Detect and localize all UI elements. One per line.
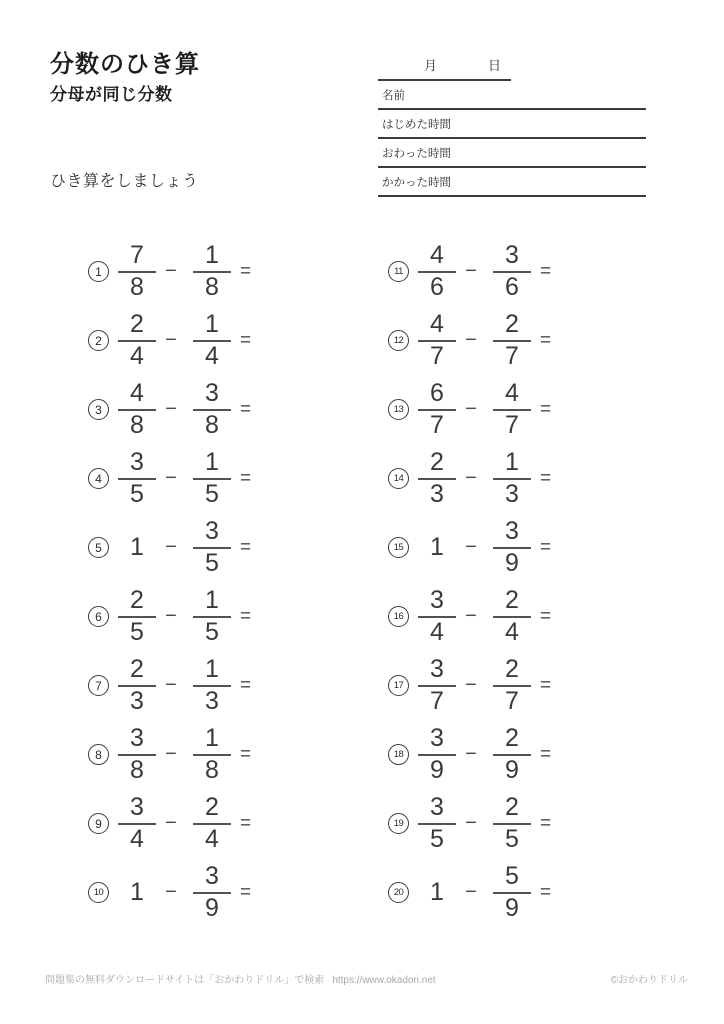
operand [491,381,533,438]
problems-column-right [388,237,668,927]
fraction [118,243,156,300]
fraction-numerator: 1 [205,448,219,476]
fraction-denominator: 3 [205,686,219,715]
fraction-denominator: 5 [205,548,219,577]
header-form [378,52,646,197]
problem-number: 3 [88,399,109,420]
fraction [193,795,231,852]
operand [416,312,458,369]
problem-number: 10 [88,882,109,903]
problem-number: 16 [388,606,409,627]
fraction-numerator: 1 [505,448,519,476]
fraction [193,726,231,783]
fraction-numerator: 1 [205,655,219,683]
fraction-numerator: 3 [205,379,219,407]
fraction-numerator: 6 [430,379,444,407]
fraction-numerator: 1 [205,724,219,752]
equals-sign: = [540,467,552,489]
fraction-denominator: 9 [430,755,444,784]
problem-number: 15 [388,537,409,558]
equals-sign: = [540,743,552,765]
fraction-denominator: 5 [130,617,144,646]
form-label-elapsed-time: かかった時間 [382,176,451,189]
operator: − [165,881,177,903]
month-label: 月 [424,58,438,73]
operand [191,312,233,369]
fraction [193,381,231,438]
fraction [493,450,531,507]
operand [116,880,158,905]
equals-sign: = [240,743,252,765]
problem-number: 9 [88,813,109,834]
fraction [193,243,231,300]
operand [116,795,158,852]
operand [116,535,158,560]
fraction [118,726,156,783]
problem-row [388,444,668,513]
problem-row [88,375,368,444]
fraction-denominator: 8 [130,755,144,784]
fraction-denominator: 9 [505,893,519,922]
footer-site-note [45,971,436,986]
fraction-numerator: 2 [505,310,519,338]
equals-sign: = [540,674,552,696]
fraction-denominator: 4 [430,617,444,646]
equals-sign: = [240,674,252,696]
operand [116,312,158,369]
fraction-numerator: 1 [205,310,219,338]
operand [491,726,533,783]
operator: − [165,260,177,282]
operand [416,726,458,783]
fraction-numerator: 3 [430,655,444,683]
problem-row [88,513,368,582]
problem-number: 12 [388,330,409,351]
form-row-start-time [378,110,646,139]
problem-row [88,720,368,789]
footer-copyright: ©おかわりドリル [610,975,688,986]
fraction [118,381,156,438]
operand [416,243,458,300]
equals-sign: = [240,881,252,903]
operator: − [165,536,177,558]
fraction [118,657,156,714]
equals-sign: = [540,605,552,627]
problem-row [88,237,368,306]
form-row-end-time [378,139,646,168]
fraction-numerator: 3 [505,241,519,269]
fraction-denominator: 3 [130,686,144,715]
problem-row [388,720,668,789]
fraction [493,519,531,576]
operand [116,381,158,438]
fraction-denominator: 9 [505,548,519,577]
problem-number: 1 [88,261,109,282]
page-subtitle: 分母が同じ分数 [50,85,173,104]
fraction-denominator: 8 [205,272,219,301]
fraction-denominator: 7 [430,410,444,439]
fraction-denominator: 8 [130,272,144,301]
operator: − [165,329,177,351]
fraction-numerator: 2 [505,724,519,752]
operand [191,657,233,714]
whole-number: 1 [130,878,144,906]
operator: − [165,398,177,420]
fraction-numerator: 3 [430,793,444,821]
fraction [193,519,231,576]
operand [416,795,458,852]
page-title: 分数のひき算 [50,51,200,78]
problem-row [88,444,368,513]
operand [491,795,533,852]
operand [116,726,158,783]
problem-row [88,306,368,375]
operand [416,381,458,438]
problem-number: 8 [88,744,109,765]
operand [491,864,533,921]
fraction [418,312,456,369]
fraction-numerator: 4 [430,241,444,269]
operator: − [465,812,477,834]
operator: − [465,398,477,420]
problem-number: 13 [388,399,409,420]
fraction-denominator: 4 [505,617,519,646]
fraction-numerator: 1 [205,586,219,614]
problem-row [88,789,368,858]
fraction-denominator: 9 [205,893,219,922]
form-row-elapsed-time [378,168,646,197]
fraction-numerator: 4 [130,379,144,407]
fraction-denominator: 5 [430,824,444,853]
fraction-denominator: 3 [430,479,444,508]
fraction-numerator: 2 [130,586,144,614]
form-label-name: 名前 [382,89,405,102]
fraction-numerator: 2 [505,586,519,614]
problem-number: 11 [388,261,409,282]
problem-row [388,513,668,582]
operand [491,450,533,507]
operand [191,519,233,576]
fraction-numerator: 5 [505,862,519,890]
fraction [193,657,231,714]
operand [416,450,458,507]
fraction [493,864,531,921]
problems-column-left [88,237,368,927]
problem-number: 2 [88,330,109,351]
operand [191,450,233,507]
fraction [418,726,456,783]
operand [191,381,233,438]
fraction-numerator: 2 [130,310,144,338]
equals-sign: = [540,812,552,834]
problem-number: 7 [88,675,109,696]
form-row-name [378,81,646,110]
fraction-denominator: 8 [205,755,219,784]
fraction [118,312,156,369]
problem-number: 4 [88,468,109,489]
fraction-denominator: 8 [130,410,144,439]
fraction [493,726,531,783]
equals-sign: = [240,467,252,489]
operator: − [165,605,177,627]
fraction-denominator: 7 [430,341,444,370]
operand [491,519,533,576]
fraction-denominator: 4 [130,824,144,853]
fraction-denominator: 5 [205,617,219,646]
fraction-numerator: 2 [505,793,519,821]
operand [491,588,533,645]
whole-number: 1 [430,533,444,561]
fraction-denominator: 5 [205,479,219,508]
fraction [118,795,156,852]
fraction-denominator: 3 [505,479,519,508]
operand [191,588,233,645]
problem-number: 14 [388,468,409,489]
operand [191,795,233,852]
fraction-denominator: 5 [505,824,519,853]
equals-sign: = [540,329,552,351]
footer-search-text: 問題集の無料ダウンロードサイトは「おかわりドリル」で検索 [45,975,325,986]
fraction [418,657,456,714]
fraction-numerator: 7 [130,241,144,269]
operand [116,588,158,645]
fraction-numerator: 3 [205,862,219,890]
operator: − [465,881,477,903]
date-row [378,52,511,81]
whole-number: 1 [430,878,444,906]
fraction [418,381,456,438]
operator: − [465,536,477,558]
fraction-numerator: 2 [505,655,519,683]
fraction-denominator: 6 [430,272,444,301]
fraction [118,588,156,645]
fraction-numerator: 3 [130,793,144,821]
operand [116,450,158,507]
problem-row [388,375,668,444]
problem-number: 20 [388,882,409,903]
operand [491,312,533,369]
fraction-numerator: 3 [130,724,144,752]
fraction [493,795,531,852]
fraction-numerator: 2 [130,655,144,683]
problem-row [388,651,668,720]
problem-number: 5 [88,537,109,558]
equals-sign: = [240,260,252,282]
equals-sign: = [540,881,552,903]
instruction-text: ひき算をしましょう [50,173,199,190]
fraction-numerator: 4 [505,379,519,407]
problem-row [88,651,368,720]
operand [191,726,233,783]
problem-row [388,306,668,375]
fraction-numerator: 3 [130,448,144,476]
operator: − [165,674,177,696]
problem-number: 6 [88,606,109,627]
operator: − [465,260,477,282]
operand [191,864,233,921]
operand [116,243,158,300]
fraction-denominator: 8 [205,410,219,439]
operand [416,588,458,645]
problem-number: 18 [388,744,409,765]
fraction [493,312,531,369]
fraction-numerator: 2 [205,793,219,821]
fraction-denominator: 9 [505,755,519,784]
problem-row [388,582,668,651]
fraction-denominator: 7 [505,341,519,370]
fraction [418,243,456,300]
problem-row [388,789,668,858]
operand [491,657,533,714]
equals-sign: = [240,812,252,834]
fraction [493,381,531,438]
fraction-denominator: 6 [505,272,519,301]
fraction-numerator: 3 [505,517,519,545]
form-label-start-time: はじめた時間 [382,118,451,131]
operator: − [465,674,477,696]
fraction [193,864,231,921]
fraction-denominator: 7 [430,686,444,715]
operator: − [465,329,477,351]
operator: − [465,467,477,489]
operand [116,657,158,714]
fraction-numerator: 3 [205,517,219,545]
fraction-denominator: 4 [205,824,219,853]
fraction-denominator: 4 [205,341,219,370]
operator: − [165,743,177,765]
problem-row [388,858,668,927]
equals-sign: = [540,398,552,420]
fraction-numerator: 1 [205,241,219,269]
fraction [193,312,231,369]
fraction [418,588,456,645]
equals-sign: = [540,536,552,558]
problem-row [88,582,368,651]
problem-number: 19 [388,813,409,834]
fraction [418,450,456,507]
form-label-end-time: おわった時間 [382,147,451,160]
problem-number: 17 [388,675,409,696]
fraction-numerator: 4 [430,310,444,338]
equals-sign: = [240,536,252,558]
operator: − [465,743,477,765]
operator: − [165,467,177,489]
fraction-denominator: 4 [130,341,144,370]
operator: − [165,812,177,834]
fraction [493,588,531,645]
fraction-numerator: 3 [430,724,444,752]
whole-number: 1 [130,533,144,561]
fraction [118,450,156,507]
fraction [193,588,231,645]
operand [191,243,233,300]
fraction [493,657,531,714]
fraction-denominator: 5 [130,479,144,508]
fraction [193,450,231,507]
equals-sign: = [540,260,552,282]
equals-sign: = [240,398,252,420]
operand [491,243,533,300]
fraction-numerator: 2 [430,448,444,476]
problem-row [88,858,368,927]
day-label: 日 [488,58,502,73]
equals-sign: = [240,329,252,351]
operand [416,880,458,905]
fraction-denominator: 7 [505,686,519,715]
operand [416,657,458,714]
fraction-denominator: 7 [505,410,519,439]
fraction-numerator: 3 [430,586,444,614]
problem-row [388,237,668,306]
footer-url: https://www.okadori.net [332,975,436,986]
operator: − [465,605,477,627]
operand [416,535,458,560]
fraction [493,243,531,300]
equals-sign: = [240,605,252,627]
fraction [418,795,456,852]
